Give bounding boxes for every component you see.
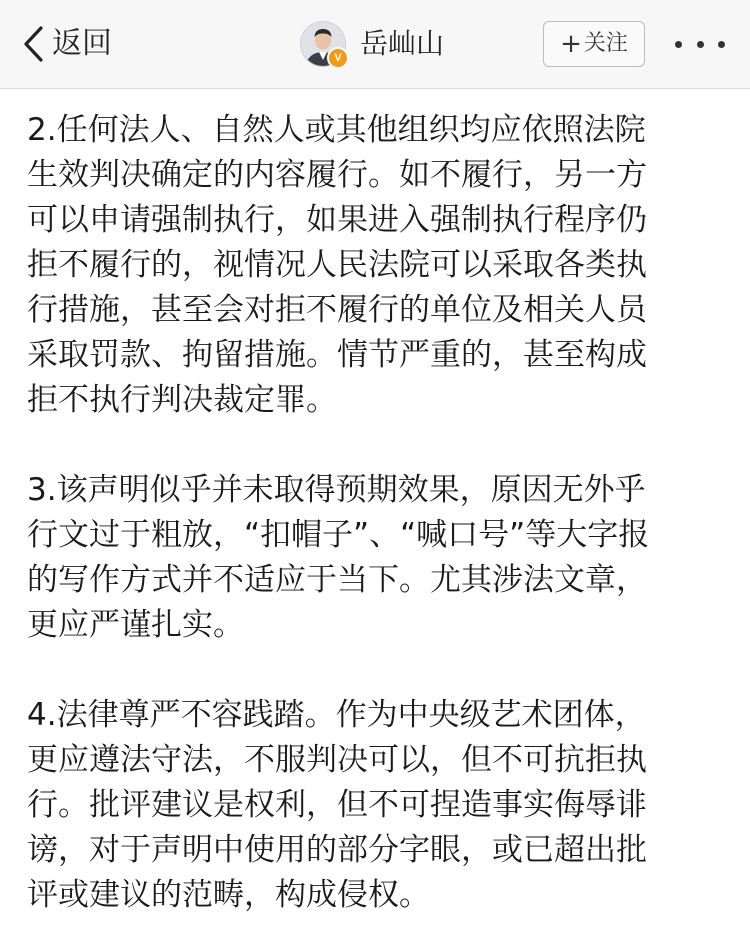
paragraph-2 <box>27 108 727 423</box>
text-line: 更应严谨扎实。 <box>27 607 244 643</box>
user-header[interactable] <box>300 20 444 68</box>
paragraph-4 <box>27 693 727 918</box>
text-line: 2.任何法人、自然人或其他组织均应依照法院 <box>27 112 646 148</box>
text-line: 行文过于粗放，“扣帽子”、“喊口号”等大字报 <box>27 517 650 553</box>
text-line: 生效判决确定的内容履行。如不履行，另一方 <box>27 157 647 193</box>
username[interactable]: 岳屾山 <box>360 27 445 60</box>
plus-icon: + <box>560 29 582 59</box>
text-line: 3.该声明似乎并未取得预期效果，原因无外乎 <box>27 472 646 508</box>
paragraph-3 <box>27 468 727 648</box>
back-label: 返回 <box>52 26 112 61</box>
article-body <box>27 108 727 918</box>
more-dots-icon[interactable] <box>675 32 725 56</box>
text-line: 更应遵法守法，不服判决可以，但不可抗拒执 <box>27 742 647 778</box>
text-line: 评或建议的范畴，构成侵权。 <box>27 877 430 913</box>
text-line: 拒不履行的，视情况人民法院可以采取各类执 <box>27 247 647 283</box>
text-line: 行措施，甚至会对拒不履行的单位及相关人员 <box>27 292 647 328</box>
text-line: 拒不执行判决裁定罪。 <box>27 382 337 418</box>
chevron-left-icon <box>22 25 44 63</box>
follow-label: 关注 <box>583 31 628 56</box>
verified-badge-icon: V <box>327 47 349 69</box>
text-line: 行。批评建议是权利，但不可捏造事实侮辱诽 <box>27 787 647 823</box>
avatar[interactable] <box>300 21 346 67</box>
paragraph-spacer <box>27 423 727 468</box>
text-line: 4.法律尊严不容践踏。作为中央级艺术团体， <box>27 697 646 733</box>
text-line: 谤，对于声明中使用的部分字眼，或已超出批 <box>27 832 647 868</box>
text-line: 可以申请强制执行，如果进入强制执行程序仍 <box>27 202 647 238</box>
top-navbar <box>0 0 750 89</box>
text-line: 的写作方式并不适应于当下。尤其涉法文章， <box>27 562 647 598</box>
back-button[interactable] <box>22 22 112 66</box>
paragraph-spacer <box>27 648 727 693</box>
text-line: 采取罚款、拘留措施。情节严重的，甚至构成 <box>27 337 647 373</box>
follow-button[interactable] <box>543 21 645 67</box>
